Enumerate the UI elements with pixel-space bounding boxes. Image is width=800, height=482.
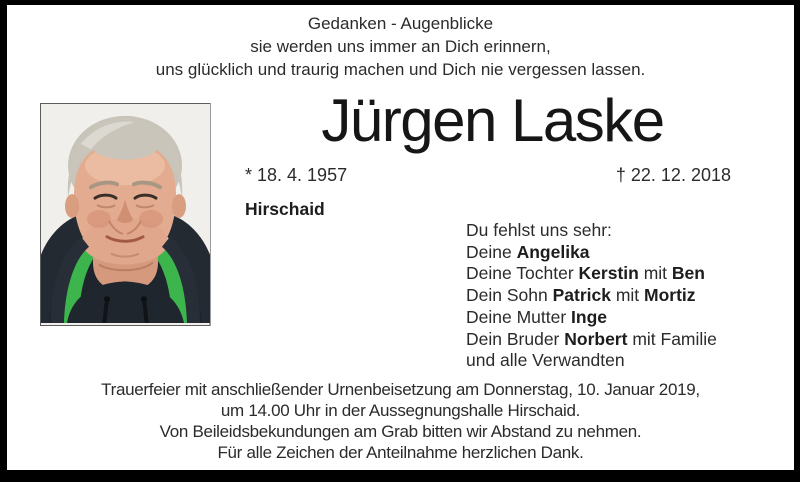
mourners-outro: und alle Verwandten (466, 350, 625, 371)
birth-date: * 18. 4. 1957 (245, 165, 348, 185)
mourner-line-wife (466, 242, 717, 264)
mourner-name: Ben (671, 263, 705, 284)
mourner-connector: mit (638, 263, 672, 284)
mourner-name: Patrick (552, 285, 611, 306)
mourners-list (466, 220, 717, 372)
mourner-name: Kerstin (578, 263, 639, 284)
mourner-name: Inge (571, 306, 608, 327)
mourner-relation: Deine Mutter (466, 306, 572, 327)
verse-line: uns glücklich und traurig machen und Dich nie vergessen lassen. (155, 60, 646, 79)
mourners-intro: Du fehlst uns sehr: (466, 220, 612, 240)
funeral-line: Trauerfeier mit anschließender Urnenbeisetzung am Donnerstag, 10. Januar 2019, (101, 380, 700, 399)
mourner-name: Norbert (564, 328, 628, 349)
place-name: Hirschaid (245, 199, 325, 219)
portrait-illustration (41, 104, 210, 323)
funeral-info (7, 379, 794, 463)
death-date: † 22. 12. 2018 (615, 165, 731, 185)
obituary-card (7, 5, 794, 470)
portrait-photo (40, 103, 211, 326)
mourner-line-son (466, 285, 717, 307)
mourner-relation: Deine Tochter (466, 263, 579, 284)
funeral-line: um 14.00 Uhr in der Aussegnungshalle Hirschaid. (220, 401, 581, 420)
memorial-verse (7, 12, 794, 81)
deceased-name: Jürgen Laske (321, 87, 664, 154)
mourner-name: Angelika (516, 241, 590, 262)
mourner-relation: Dein Bruder (466, 328, 565, 349)
mourner-relation: Deine (466, 241, 517, 262)
mourner-connector: mit (610, 285, 645, 306)
life-dates (245, 165, 731, 186)
mourner-line-mother (466, 307, 717, 329)
funeral-line: Von Beileidsbekundungen am Grab bitten wir Abstand zu nehmen. (159, 422, 642, 441)
mourner-line-daughter (466, 263, 717, 285)
mourner-suffix: mit Familie (627, 328, 717, 349)
verse-line: Gedanken - Augenblicke (307, 14, 494, 33)
verse-line: sie werden uns immer an Dich erinnern, (250, 37, 551, 56)
mourner-line-brother (466, 329, 717, 351)
mourner-name: Mortiz (644, 285, 696, 306)
mourner-relation: Dein Sohn (466, 285, 553, 306)
funeral-line: Für alle Zeichen der Anteilnahme herzlichen Dank. (217, 443, 584, 462)
